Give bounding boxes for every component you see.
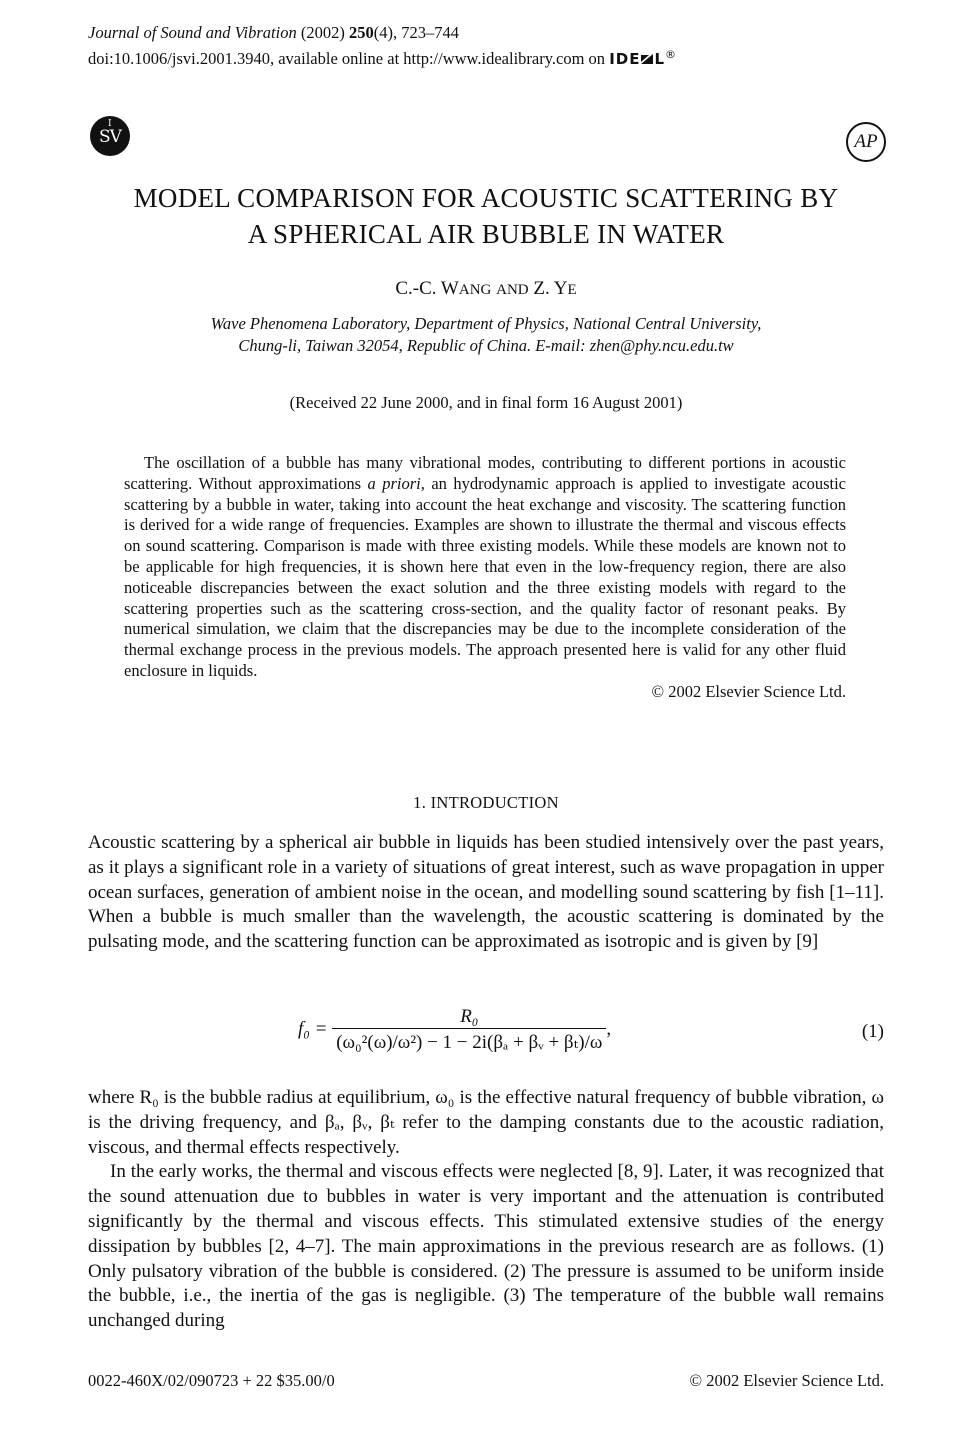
jsv-logo: [90, 116, 130, 156]
authors: [60, 278, 912, 300]
intro-paragraph-3-text: In the early works, the thermal and viscous effects were neglected [8, 9]. Later, it was recognized that the sound attenuation due to bubbles in water is very important and the attenuation is contributed significantly by the thermal and viscous effects. This stimulated extensive studies of the energy dissipation by bubbles [2, 4–7]. The main approximations in the previous research are as follows. (1) Only pulsatory vibration of the bubble is considered. (2) The pressure is assumed to be uniform inside the bubble, i.e., the inertia of the gas is negligible. (3) The temperature of the bubble wall remains unchanged during: [88, 1161, 884, 1332]
abstract-part-2: , an hydrodynamic approach is applied to investigate acoustic scattering by a bubble in water, taking into account the heat exchange and viscosity. The scattering function is derived for a wide range of frequencies. Examples are shown to illustrate the thermal and viscous effects on sound scattering. Comparison is made with three existing models. While these models are known not to be applicable for high frequencies, it is shown here that even in the low-frequency region, there are also noticeable discrepancies between the exact solution and the three existing models with regard to the scattering properties such as the scattering cross-section, and the quality factor of resonant peaks. By numerical simulation, we claim that the discrepancies may be due to the incomplete consideration of the thermal exchange process in the previous models. The approach presented here is valid for any other fluid enclosure in liquids.: [124, 473, 847, 680]
journal-year: (2002): [300, 23, 345, 42]
equation-1: [88, 1006, 884, 1062]
jsv-logo-text: SV: [99, 127, 121, 147]
abstract-part-1: The oscillation of a bubble has many vibrational modes, contributing to different portions in acoustic scattering. Without approximations: [124, 453, 846, 493]
received-dates: (Received 22 June 2000, and in final form 16 August 2001): [289, 393, 683, 412]
ideal-registered-mark: ®: [665, 48, 678, 61]
ideal-arrow-icon: [640, 51, 654, 65]
equation-trail: ,: [606, 1018, 612, 1040]
journal-citation: [88, 22, 459, 44]
title-line-1: MODEL COMPARISON FOR ACOUSTIC SCATTERING BY: [133, 183, 839, 213]
title-line-2: A SPHERICAL AIR BUBBLE IN WATER: [247, 219, 725, 249]
abstract: [124, 453, 846, 703]
equation-numerator: R₀: [460, 1006, 479, 1027]
section-heading: 1. INTRODUCTION: [413, 793, 559, 812]
doi-line: [88, 44, 677, 70]
affiliation: [60, 313, 912, 357]
affiliation-line-2: Chung-li, Taiwan 32054, Republic of China. E-mail: zhen@phy.ncu.edu.tw: [238, 336, 734, 355]
author-1-rest: ANG: [458, 282, 492, 298]
intro-paragraph-1: [88, 831, 884, 955]
equation-lhs: f₀ =: [298, 1018, 328, 1040]
equation-denominator: (ω₀²(ω)/ω²) − 1 − 2i(βₐ + βᵥ + βₜ)/ω: [332, 1028, 606, 1054]
ideal-logo: [609, 50, 677, 68]
abstract-italic: a priori: [367, 473, 421, 493]
journal-name: Journal of Sound and Vibration: [88, 23, 297, 42]
abstract-text: [124, 453, 846, 682]
journal-issue: (4), 723–744: [373, 23, 459, 42]
equation-fraction: [332, 1006, 606, 1054]
intro-paragraph-1-text: Acoustic scattering by a spherical air bubble in liquids has been studied intensively over the past years, as it plays a significant role in a variety of situations of great interest, such as wave propagation in upper ocean surfaces, generation of ambient noise in the ocean, and modelling sound scattering by fish [1–11]. When a bubble is much smaller than the wavelength, the acoustic scattering is dominated by the pulsating mode, and the scattering function can be approximated as isotropic and is given by [9]: [88, 832, 884, 953]
author-and: AND: [496, 282, 529, 298]
journal-volume: 250: [348, 23, 374, 42]
intro-paragraph-2-3: [88, 1086, 884, 1334]
equation-body: [298, 1006, 611, 1054]
jsv-logo-mark: I: [108, 119, 111, 129]
ap-logo: [846, 122, 886, 162]
footer-code: 0022-460X/02/090723 + 22 $35.00/0: [88, 1371, 335, 1390]
ideal-logo-text: IDE: [609, 50, 641, 68]
paper-title: [60, 180, 912, 252]
author-2-rest: E: [567, 282, 577, 298]
abstract-copyright: © 2002 Elsevier Science Ltd.: [651, 681, 846, 701]
footer-copyright: © 2002 Elsevier Science Ltd.: [689, 1371, 884, 1390]
author-1-initial: C.-C. W: [395, 278, 459, 299]
ap-logo-text: AP: [854, 131, 878, 152]
doi-text: doi:10.1006/jsvi.2001.3940, available online at http://www.idealibrary.com on: [88, 49, 606, 68]
intro-paragraph-2-text: where R₀ is the bubble radius at equilibrium, ω₀ is the effective natural frequency of bubble vibration, ω is the driving frequency, and βₐ, βᵥ, βₜ refer to the damping constants due to the acoustic radiation, viscous, and thermal effects respectively.: [88, 1087, 884, 1158]
ideal-logo-tail: L: [654, 50, 666, 68]
equation-number: (1): [861, 1021, 884, 1042]
author-2-initial: Z. Y: [533, 278, 568, 299]
affiliation-line-1: Wave Phenomena Laboratory, Department of Physics, National Central University,: [210, 314, 762, 333]
